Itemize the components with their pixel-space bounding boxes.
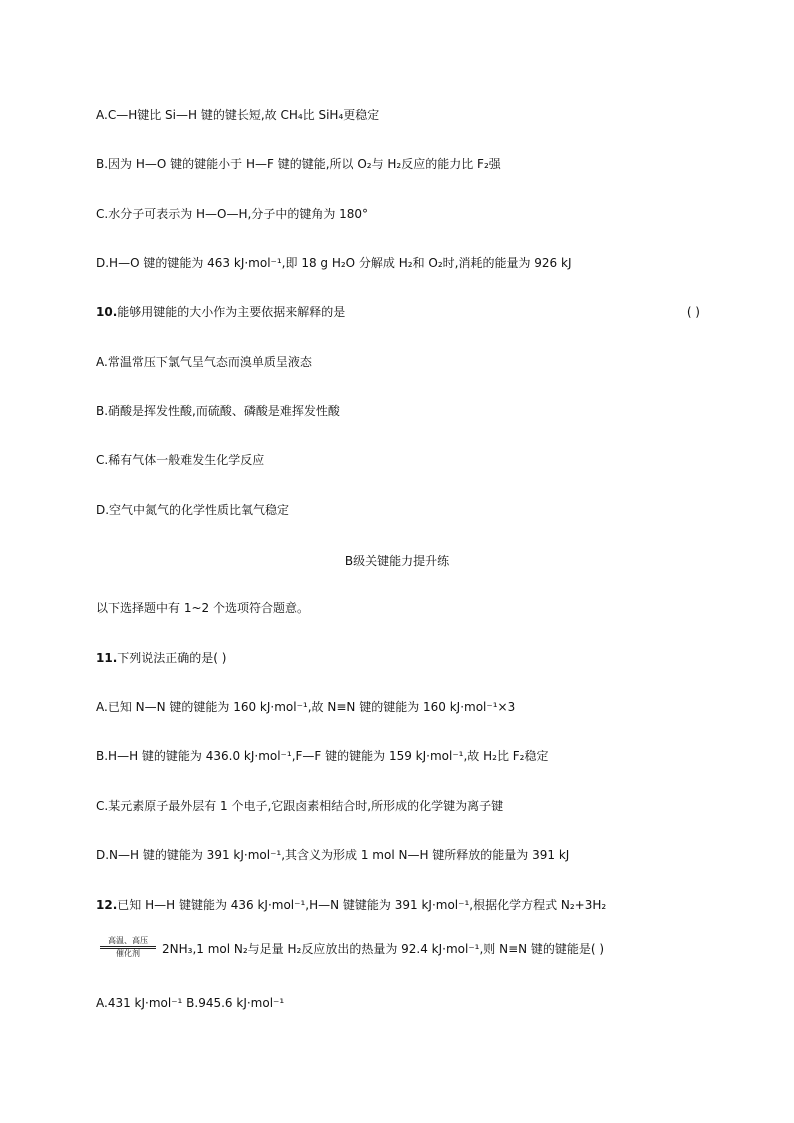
- q11-option-a: A.已知 N—N 键的键能为 160 kJ·mol⁻¹,故 N≡N 键的键能为 160 kJ·mol⁻¹×3: [96, 700, 516, 714]
- q12-stem-text1: 已知 H—H 键键能为 436 kJ·mol⁻¹,H—N 键键能为 391 kJ·mol⁻¹,根据化学方程式 N₂+3H₂: [117, 898, 607, 912]
- q10-option-c: C.稀有气体一般难发生化学反应: [96, 453, 265, 467]
- q11-stem: 下列说法正确的是( ): [117, 651, 227, 665]
- q11-option-b: B.H—H 键的键能为 436.0 kJ·mol⁻¹,F—F 键的键能为 159 kJ·mol⁻¹,故 H₂比 F₂稳定: [96, 749, 549, 763]
- q12-number: 12.: [96, 898, 118, 912]
- q11-number: 11.: [96, 651, 118, 665]
- q10-number: 10.: [96, 305, 118, 319]
- q9-option-a: A.C—H键比 Si—H 键的键长短,故 CH₄比 SiH₄更稳定: [96, 108, 380, 122]
- q10-stem: 能够用键能的大小作为主要依据来解释的是: [117, 305, 346, 319]
- q9-option-b: B.因为 H—O 键的键能小于 H—F 键的键能,所以 O₂与 H₂反应的能力比 F₂强: [96, 157, 501, 171]
- q10-option-b: B.硝酸是挥发性酸,而硫酸、磷酸是难挥发性酸: [96, 404, 340, 418]
- q12-options: A.431 kJ·mol⁻¹ B.945.6 kJ·mol⁻¹: [96, 996, 285, 1010]
- section-instruction: 以下选择题中有 1~2 个选项符合题意。: [96, 601, 309, 615]
- q11-stem-line: [96, 650, 226, 666]
- q9-option-c: C.水分子可表示为 H—O—H,分子中的键角为 180°: [96, 207, 369, 221]
- section-title: B级关键能力提升练: [344, 554, 450, 568]
- q10-option-a: A.常温常压下氯气呈气态而溴单质呈液态: [96, 355, 312, 369]
- arrow-condition-bottom: 催化剂: [116, 949, 140, 958]
- q12-stem-line1: [96, 897, 606, 913]
- q11-option-d: D.N—H 键的键能为 391 kJ·mol⁻¹,其含义为形成 1 mol N—H 键所释放的能量为 391 kJ: [96, 848, 570, 862]
- q11-option-c: C.某元素原子最外层有 1 个电子,它跟卤素相结合时,所形成的化学键为离子键: [96, 799, 504, 813]
- arrow-condition-top: 高温、高压: [108, 936, 148, 945]
- q9-option-d: D.H—O 键的键能为 463 kJ·mol⁻¹,即 18 g H₂O 分解成 H₂和 O₂时,消耗的能量为 926 kJ: [96, 256, 572, 270]
- q10-option-d: D.空气中氮气的化学性质比氧气稳定: [96, 503, 290, 517]
- reaction-condition-arrow: [100, 936, 156, 959]
- q12-stem-text2: 2NH₃,1 mol N₂与足量 H₂反应放出的热量为 92.4 kJ·mol⁻¹,则 N≡N 键的键能是( ): [162, 942, 605, 956]
- q12-stem-line2: [100, 938, 604, 961]
- q10-stem-line: [96, 304, 700, 320]
- q10-answer-blank: ( ): [686, 305, 700, 319]
